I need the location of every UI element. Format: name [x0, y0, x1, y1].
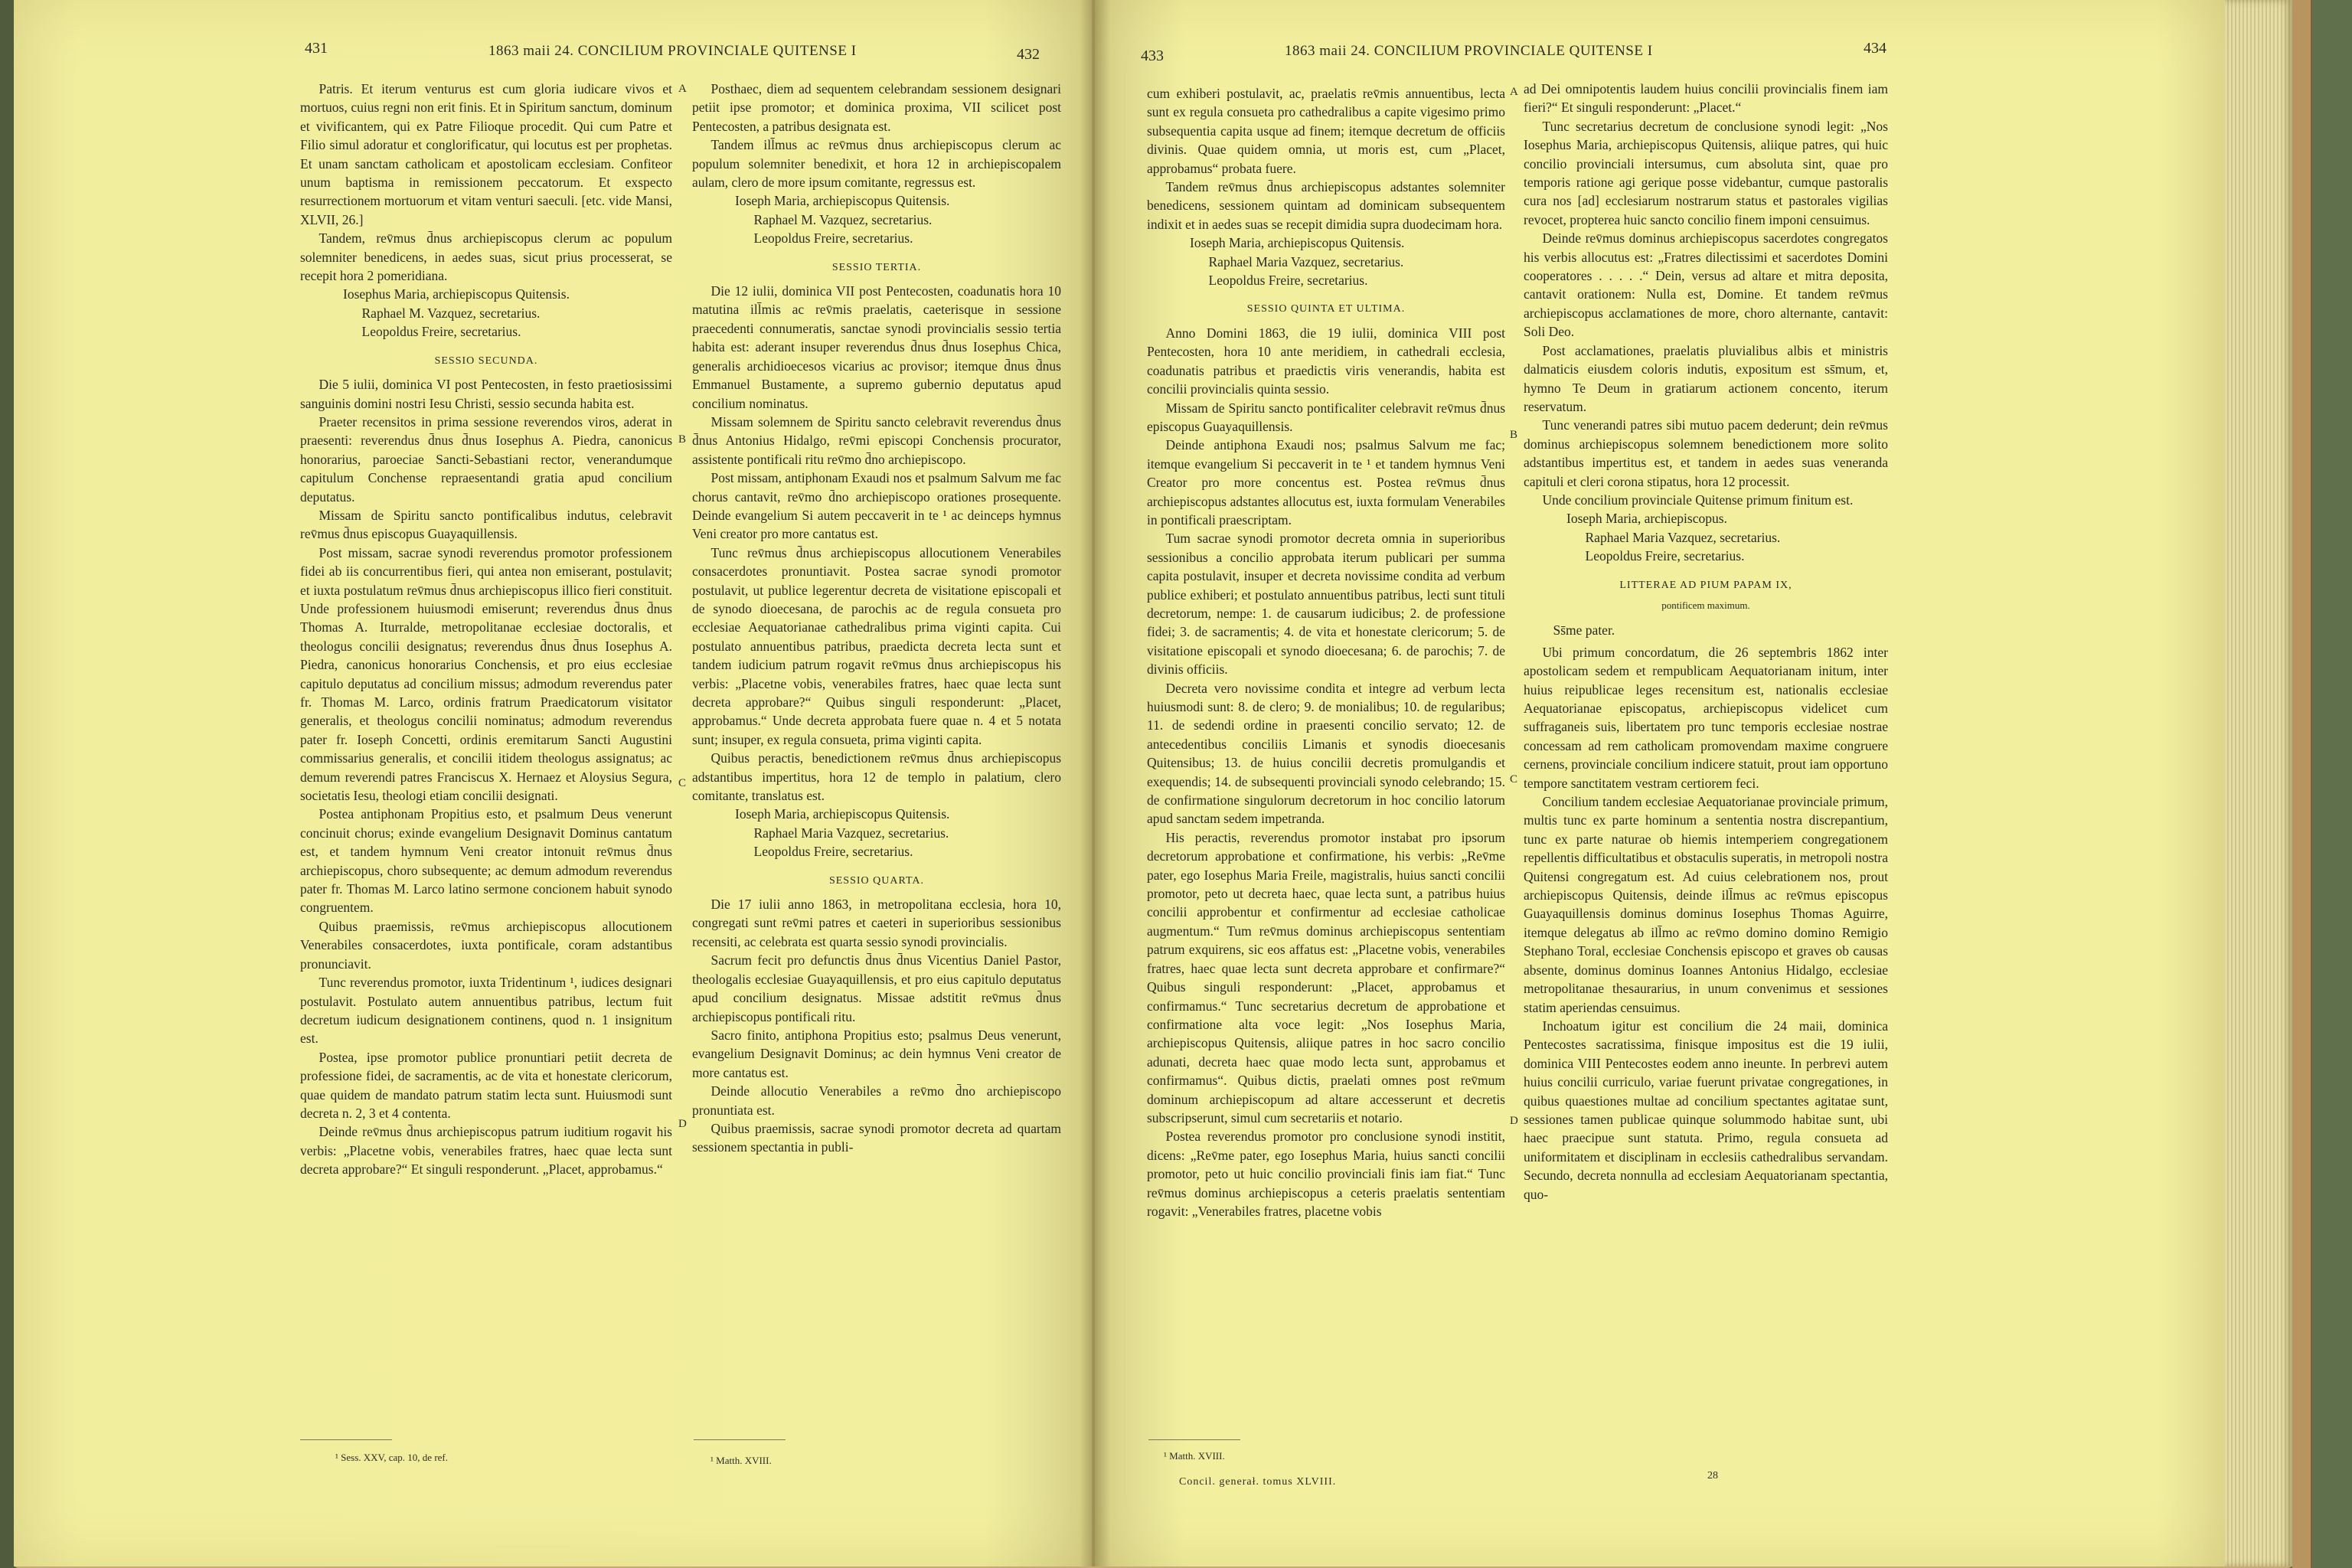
col2-paragraph-18: Sacro finito, antiphona Propitius esto; psalmus Deus venerunt, evangelium Designavit Dominus; ac dein hymnus Veni creator de more cantatus est.: [692, 1027, 1061, 1080]
page-number-432: 432: [1017, 46, 1040, 63]
col4-paragraph-8: Raphael Maria Vazquez, secretarius.: [1585, 529, 1781, 545]
col4-paragraph-11: pontificem maximum.: [1661, 599, 1750, 611]
col3-paragraph-1: cum exhiberi postulavit, ac, praelatis rev̄mis annuentibus, lecta sunt ex regula consueta pro cathedralibus a capite vigesimo primo subsequentia capita usque ad finem; itemque decretum de officiis divinis. Quae quidem omnia, ut moris est, cum „Placet, approbamus“ probata fuere.: [1147, 86, 1505, 176]
margin-letter-a-right: A: [1510, 86, 1518, 98]
col1-paragraph-12: Quibus praemissis, rev̄mus archiepiscopus allocutionem Venerabiles consacerdotes, iuxta pontificale, coram adstantibus pronunciavit.: [300, 918, 672, 972]
col3-paragraph-2: Tandem rev̄mus d̄nus archiepiscopus adstantes solemniter benedicens, sessionem quintam ad dominicam subsequentem indixit et in aedes suas se recepit dimidia supra duodecimam hora.: [1147, 179, 1505, 232]
sheet-number: 28: [1707, 1470, 1718, 1481]
col2-paragraph-20: Quibus praemissis, sacrae synodi promotor decreta ad quartam sessionem spectantia in publi-: [692, 1120, 1061, 1155]
col4-paragraph-4: Post acclamationes, praelatis pluvialibus albis et ministris dalmaticis eiusdem coloris indutis, expositum est ss̄mum, et, hymno Te Deum in gratiarum actionem concento, iterum reservatum.: [1524, 342, 1888, 414]
left-page: [14, 0, 1092, 1566]
page-number-431: 431: [305, 40, 328, 57]
col4-paragraph-3: Deinde rev̄mus dominus archiepiscopus sacerdotes congregatos his verbis allocutus est: „Fratres dilectissimi et sacerdotes Domini cooperatores . . . . .“ Dein, versus ad altare et mitra deposita, cantavit orationem: Nulla est, Domine. Et tandem rev̄mus archiepiscopus acclamationes de more, choro alternante, cantavit: Soli Deo.: [1524, 230, 1888, 340]
col4-paragraph-12: Ss̄me pater.: [1553, 622, 1615, 639]
col1-paragraph-5: Leopoldus Freire, secretarius.: [361, 324, 521, 340]
col2-paragraph-11: Quibus peractis, benedictionem rev̄mus d̄nus archiepiscopus adstantibus impertitus, hora 12 de templo in palatium, clero comitante, translatus est.: [692, 750, 1061, 804]
col4-paragraph-9: Leopoldus Freire, secretarius.: [1585, 548, 1745, 564]
col2-paragraph-2: Tandem ill̄mus ac rev̄mus d̄nus archiepiscopus clerum ac populum solemniter benedixit, et hora 12 in archiepiscopalem aulam, clero de more ipsum comitante, regressus est.: [692, 137, 1061, 191]
col2-paragraph-3: Ioseph Maria, archiepiscopus Quitensis.: [735, 193, 950, 209]
page-number-434: 434: [1864, 40, 1886, 57]
margin-letter-b-right: B: [1510, 429, 1518, 441]
margin-letter-c-right: C: [1510, 773, 1518, 786]
col3-paragraph-3: Ioseph Maria, archiepiscopus Quitensis.: [1190, 235, 1405, 251]
col1-paragraph-1: Patris. Et iterum venturus est cum gloria iudicare vivos et mortuos, cuius regni non erit finis. Et in Spiritum sanctum, dominum et vivificantem, qui ex Patre Filioque procedit. Qui cum Patre et Filio simul adoratur et conglorificatur, qui locutus est per prophetas. Et unam sanctam catholicam et apostolicam ecclesiam. Confiteor unum baptisma in remissionem peccatorum. Et exspecto resurrectionem mortuorum et vitam venturi saeculi. [etc. vide Mansi, XLVII, 26.]: [300, 81, 672, 227]
right-page: [1095, 0, 2225, 1566]
col1-paragraph-14: Postea, ipse promotor publice pronuntiari petiit decreta de professione fidei, de sacramentis, ac de vita et honestate clericorum, quae quidem de mandato patrum statim lecta sunt. Huiusmodi sunt decreta n. 2, 3 et 4 contenta.: [300, 1049, 672, 1121]
col1-paragraph-3: Iosephus Maria, archiepiscopus Quitensis.: [343, 286, 570, 302]
col4-paragraph-6: Unde concilium provinciale Quitense primum finitum est.: [1542, 492, 1854, 508]
footnote-1: ¹ Sess. XXV, cap. 10, de ref.: [335, 1452, 448, 1463]
col1-paragraph-6: SESSIO SECUNDA.: [434, 354, 538, 367]
col3-paragraph-10: Tum sacrae synodi promotor decreta omnia in superioribus sessionibus a concilio approbata iterum publicari per summa capita postulavit, insuper et decreta novissime condita ad verbum publice exhiberi; et postulato annuentibus patribus, lecti sunt tituli decretorum, nempe: 1. de causarum iudicibus; 2. de professione fidei; 3. de sacramentis; 4. de vita et honestate clericorum; 5. de visitatione episcopali et synodo dioecesana; 6. de parochis; 7. de divinis officiis.: [1147, 531, 1505, 678]
col4-paragraph-13: Ubi primum concordatum, die 26 septembris 1862 inter apostolicam sedem et rempublicam Aequatorianam initum, inter huius reipublicae leges recensitum est, nationalis ecclesiae Aequatorianae episcopatus, archiepiscopus videlicet cum suffraganeis suis, libertatem pro tunc temporis ecclesiae nostrae concessam ad rem catholicam promovendam maxime congruere cernens, provinciale concilium indicere statuit, prout iam opportuno tempore sanctitatem vestram certiorem feci.: [1524, 644, 1888, 791]
col4-paragraph-15: Inchoatum igitur est concilium die 24 maii, dominica Pentecostes sacratissima, finisque impositus est die 19 iulii, dominica VIII Pentecostes eodem anno ineunte. In perbrevi autem huius concilii curriculo, variae fuerunt privatae congregationes, in quibus quaestiones multae ad concilium spectantes agitatae sunt, sessiones tamen publicae quinque solummodo habitae sunt, ubi haec praecipue sunt statuta. Primo, regula consueta ad uniformitatem et disciplinam in ecclesiis cathedralibus servandam. Secundo, decreta nonnulla ad ecclesiam Aequatorianam spectantia, quo-: [1524, 1018, 1888, 1202]
column-4: [1524, 80, 1888, 1204]
col3-paragraph-7: Anno Domini 1863, die 19 iulii, dominica VIII post Pentecosten, hora 10 ante meridiem, in cathedrali ecclesia, coadunatis patribus et praedictis viris venerandis, habita est concilii provincialis quinta sessio.: [1147, 325, 1505, 397]
col4-paragraph-5: Tunc venerandi patres sibi mutuo pacem dederunt; dein rev̄mus dominus archiepiscopus solemnem benedictionem more solito adstantibus impertitus est, et tandem in aedes suas veneranda capituli et cleri corona stipatus, hora 12 processit.: [1524, 417, 1888, 489]
gutter-shadow: [1080, 0, 1110, 1566]
margin-letter-d: D: [678, 1118, 687, 1130]
footnote-2: ¹ Matth. XVIII.: [710, 1455, 772, 1466]
margin-letter-c: C: [678, 777, 687, 789]
col3-paragraph-8: Missam de Spiritu sancto pontificaliter celebravit rev̄mus d̄nus episcopus Guayaquillensis.: [1147, 400, 1505, 434]
col2-paragraph-16: Die 17 iulii anno 1863, in metropolitana ecclesia, hora 10, congregati sunt rev̄mi patres et caeteri in superioribus sessionibus recensiti, ac celebrata est quarta sessio synodi provincialis.: [692, 897, 1061, 949]
col2-paragraph-1: Posthaec, diem ad sequentem celebrandam sessionem designari petiit ipse promotor; et dominica proxima, VII scilicet post Pentecosten, a patribus designata est.: [692, 81, 1061, 134]
margin-letter-d-right: D: [1510, 1115, 1518, 1127]
col1-paragraph-13: Tunc reverendus promotor, iuxta Tridentinum ¹, iudices designari postulavit. Postulato autem annuentibus patribus, lectum fuit decretum iudicum designationem continens, quod n. 1 insignitum est.: [300, 975, 672, 1047]
col2-paragraph-5: Leopoldus Freire, secretarius.: [753, 230, 913, 247]
footnote-rule-2: [694, 1439, 786, 1440]
col4-paragraph-1: ad Dei omnipotentis laudem huius concilii provincialis finem iam fieri?“ Et singuli responderunt: „Placet.“: [1524, 81, 1888, 116]
col2-paragraph-10: Tunc rev̄mus d̄nus archiepiscopus allocutionem Venerabiles consacerdotes pronuntiavit. Postea sacrae synodi promotor postulavit, ut publice legerentur decreta de visitatione episcopali et de synodo dioecesana, de parochis ac de regula consueta pro ecclesiae Aequatorianae cathedralibus prima viginti capita. Cui postulato annuentibus patribus, praedicta decreta lecta sunt et tandem iudicium patrum rogavit rev̄mus d̄nus archiepiscopus his verbis: „Placetne vobis, venerabiles fratres, haec quae lecta sunt decreta approbare?“ Quibus singuli responderunt: „Placet, approbamus.“ Unde decreta approbata fuere quae n. 4 et 5 notata sunt; insuper, ex regula consueta, prima viginti capita.: [692, 544, 1061, 747]
col2-paragraph-4: Raphael M. Vazquez, secretarius.: [753, 211, 933, 227]
col2-paragraph-7: Die 12 iulii, dominica VII post Pentecosten, coadunatis hora 10 matutina ill̄mis ac rev̄mis praelatis, caeterisque in sessione praecedenti connumeratis, sanctae synodi provincialis sessio tertia habita est: aderant insuper reverendus d̄nus d̄nus Iosephus Chica, generalis archidioecesos vicarius ac provisor; itemque d̄nus d̄nus Emmanuel Bustamente, a supremo gubernio deputatus apud concilium nominatus.: [692, 283, 1061, 411]
column-2: [692, 80, 1061, 1157]
col2-paragraph-8: Missam solemnem de Spiritu sancto celebravit reverendus d̄nus d̄nus Antonius Hidalgo, rev̄mi episcopi Conchensis procurator, assistente pontificali ritu rev̄mo d̄no archiepiscopo.: [692, 413, 1061, 467]
running-head-left: 1863 maii 24. CONCILIUM PROVINCIALE QUITENSE I: [488, 43, 857, 59]
page-number-433: 433: [1141, 47, 1164, 64]
running-head-right: 1863 maii 24. CONCILIUM PROVINCIALE QUITENSE I: [1285, 43, 1653, 59]
footnote-rule-1: [300, 1439, 392, 1440]
col1-paragraph-11: Postea antiphonam Propitius esto, et psalmum Deus venerunt concinuit chorus; exinde evangelium Designavit Dominus cantatum est, et tandem hymnum Veni creator intonuit rev̄mus d̄nus archiepiscopus, choro subsequente; ac demum admodum reverendus pater fr. Thomas M. Larco latino sermone concionem habuit synodo congruentem.: [300, 806, 672, 916]
signature-mark: Concil. generał. tomus XLVIII.: [1179, 1476, 1337, 1488]
col4-paragraph-2: Tunc secretarius decretum de conclusione synodi legit: „Nos Iosephus Maria, archiepiscopus Quitensis, aliique patres, qui huic concilio provinciali intersumus, cum absoluta sint, quae pro temporis ratione agi gerique posse videbantur, cumque pastoralis cura nos [ad] ecclesiarum nostrarum status et pastorales vigilias revocet, propterea huic sancto concilio finem imponi censuimus.: [1524, 118, 1888, 227]
col1-paragraph-2: Tandem, rev̄mus d̄nus archiepiscopus clerum ac populum solemniter benedicens, in aedes suas, sicut prius processerat, se recepit hora 2 pomeridiana.: [300, 230, 672, 284]
footnote-3: ¹ Matth. XVIII.: [1164, 1450, 1225, 1462]
column-1: [300, 80, 672, 1179]
open-book: [14, 0, 2292, 1568]
col3-paragraph-12: His peractis, reverendus promotor instabat pro ipsorum decretorum approbatione et confirmatione, his verbis: „Rev̄me pater, ego Iosephus Maria Freile, magistralis, huius sancti concilii promotor, peto ut decreta haec, quae lecta sunt, a patribus huius concilii approbentur et confirmentur ad ecclesiae catholicae augmentum.“ Tum rev̄mus dominus archiepiscopus sententiam patrum exquirens, sic eos affatus est: „Placetne vobis, venerabiles fratres, haec quae lecta sunt decreta approbare et confirmare?“ Quibus singuli responderunt: „Placet, approbamus et confirmamus.“ Tunc secretarius decretum de approbatione et confirmatione alta voce legit: „Nos Iosephus Maria, archiepiscopus Quitensis, aliique patres in hoc sacro concilio adunati, decreta haec quae modo lecta sunt, approbamus et confirmamus“. Quibus dictis, praelati omnes post rev̄mum dominum archiepiscopum ad altare accesserunt et decretis subscripserunt, simul cum secretariis et notario.: [1147, 829, 1505, 1125]
col2-paragraph-13: Raphael Maria Vazquez, secretarius.: [753, 825, 949, 841]
col1-paragraph-15: Deinde rev̄mus d̄nus archiepiscopus patrum iuditium rogavit his verbis: „Placetne vobis, venerabiles fratres, haec quae lecta sunt decreta approbare?“ Et singuli responderunt. „Placet, approbamus.“: [300, 1124, 672, 1178]
col4-paragraph-7: Ioseph Maria, archiepiscopus.: [1566, 511, 1727, 527]
col3-paragraph-9: Deinde antiphona Exaudi nos; psalmus Salvum me fac; itemque evangelium Si peccaverit in te ¹ et tandem hymnus Veni Creator pro more concentus est. Postea rev̄mus d̄nus archiepiscopus adstantes allocutus est, iuxta formulam Venerabiles in pontificali praescriptam.: [1147, 437, 1505, 528]
col4-paragraph-14: Concilium tandem ecclesiae Aequatorianae provinciale primum, multis tunc ex parte hominum a sententia nostra discrepantium, tunc ex parte naturae ob hiemis intemperiem congregationem repellentis difficultatibus et obstaculis superatis, in metropoli nostra Quitensi congregatum est. Ad cuius celebrationem nos, prout archiepiscopus Quitensis, deinde ill̄mus ac rev̄mus episcopus Guayaquillensis dominus dominus Iosephus Thomas Aguirre, itemque delegatus ab ill̄mo ac rev̄mo domino domino Remigio Stephano Toral, ecclesiae Conchensis episcopo et graves ob causas absente, dominus dominus Ioannes Antonius Hidalgo, ecclesiae metropolitanae thesaurarius, in unum convenimus et sessiones statim aperiendas censuimus.: [1524, 794, 1888, 1015]
margin-letter-b: B: [678, 433, 687, 446]
col1-paragraph-9: Missam de Spiritu sancto pontificalibus indutus, celebravit rev̄mus d̄nus episcopus Guayaquillensis.: [300, 507, 672, 542]
footnote-rule-3: [1148, 1439, 1240, 1440]
column-3: [1147, 84, 1505, 1220]
col2-paragraph-14: Leopoldus Freire, secretarius.: [753, 844, 913, 860]
col3-paragraph-6: SESSIO QUINTA ET ULTIMA.: [1246, 303, 1406, 315]
col1-paragraph-7: Die 5 iulii, dominica VI post Pentecosten, in festo praetiosissimi sanguinis domini nostri Iesu Christi, sessio secunda habita est.: [300, 377, 672, 411]
col3-paragraph-4: Raphael Maria Vazquez, secretarius.: [1208, 253, 1404, 270]
book-cover-edge: [2292, 0, 2312, 1568]
page-edges: [2225, 0, 2292, 1566]
col1-paragraph-8: Praeter recensitos in prima sessione reverendos viros, aderat in praesenti: reverendus d̄nus d̄nus Iosephus A. Piedra, canonicus honorarius, paroeciae Sancti-Sebastiani rector, venerandumque capitulum Conchense repraesentandi gratia apud concilium deputatus.: [300, 413, 672, 505]
col2-paragraph-6: SESSIO TERTIA.: [831, 261, 922, 273]
col3-paragraph-5: Leopoldus Freire, secretarius.: [1208, 273, 1368, 289]
col2-paragraph-19: Deinde allocutio Venerabiles a rev̄mo d̄no archiepiscopo pronuntiata est.: [692, 1083, 1061, 1118]
col2-paragraph-17: Sacrum fecit pro defunctis d̄nus d̄nus Vicentius Daniel Pastor, theologalis ecclesiae Guayaquillensis, et pro eius capitulo deputatus apud concilium designatus. Missae adstitit rev̄mus d̄nus archiepiscopus pontificali ritu.: [692, 952, 1061, 1024]
col2-paragraph-12: Ioseph Maria, archiepiscopus Quitensis.: [735, 806, 950, 822]
col2-paragraph-9: Post missam, antiphonam Exaudi nos et psalmum Salvum me fac chorus cantavit, rev̄mo d̄no archiepiscopo orationes prosequente. Deinde evangelium Si autem peccaverit in te ¹ ac deinceps hymnus Veni creator pro more cantatus est.: [692, 470, 1061, 542]
margin-letter-a: A: [678, 83, 687, 95]
col4-paragraph-10: LITTERAE AD PIUM PAPAM IX,: [1619, 579, 1792, 591]
col1-paragraph-4: Raphael M. Vazquez, secretarius.: [361, 305, 541, 321]
col2-paragraph-15: SESSIO QUARTA.: [828, 874, 925, 887]
col1-paragraph-10: Post missam, sacrae synodi reverendus promotor professionem fidei ab iis concurrentibus fieri, qui antea non emiserant, postulavit; et iuxta postulatum rev̄mus d̄nus archiepiscopus illico fieri constituit. Unde professionem huiusmodi emiserunt; reverendus d̄nus d̄nus Thomas A. Iturralde, metropolitanae ecclesiae doctoralis, et theologus concilii designatus; reverendus d̄nus d̄nus Iosephus A. Piedra, canonicus honorarius Conchensis, et pro eius ecclesiae capitulo deputatus ad concilium missus; admodum reverendus pater fr. Thomas M. Larco, ordinis fratrum Praedicatorum visitator generalis, et theologus concilii nominatus; admodum reverendus pater fr. Ioseph Concetti, ordinis eremitarum Sancti Augustini commissarius generalis, et concilii itidem theologus assignatus; ac demum reverendi patres Franciscus X. Hernaez et Aloysius Segura, societatis Iesu, theologi etiam concilii designati.: [300, 544, 672, 804]
col3-paragraph-11: Decreta vero novissime condita et integre ad verbum lecta huiusmodi sunt: 8. de clero; 9. de monialibus; 10. de regularibus; 11. de sedendi ordine in praesenti concilio servato; 12. de antecedentibus conciliis Limanis et synodis dioecesanis Quitensibus; 13. de huius concilii decretis promulgandis et exequendis; 14. de subsequenti provinciali synodo celebrando; 15. de confirmatione singulorum decretorum in hoc concilio latorum apud sanctam sedem impetranda.: [1147, 680, 1505, 827]
col3-paragraph-13: Postea reverendus promotor pro conclusione synodi institit, dicens: „Rev̄me pater, ego Iosephus Maria, huius sancti concilii promotor, peto ut huic concilio provinciali finis iam fiat.“ Tunc rev̄mus dominus archiepiscopus a ceteris praelatis sententiam rogavit: „Venerabiles fratres, placetne vobis: [1147, 1129, 1505, 1219]
